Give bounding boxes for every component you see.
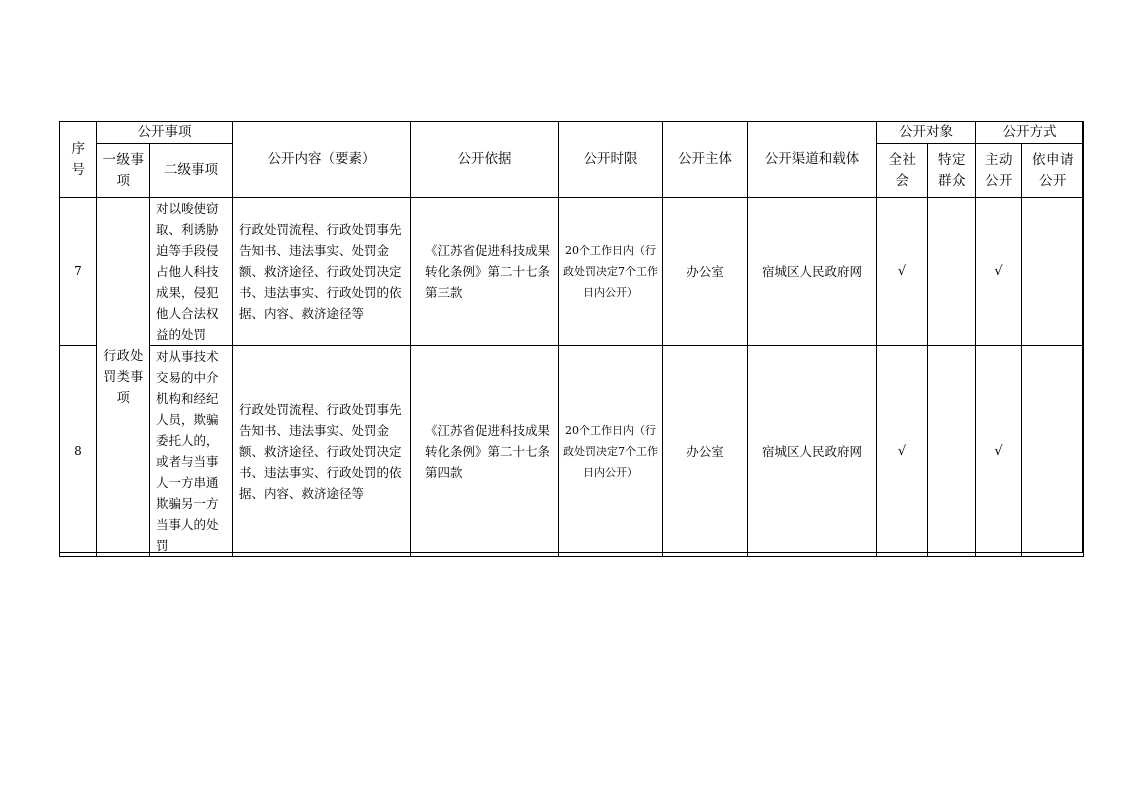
row-seq: 8 <box>60 346 97 557</box>
header-subject: 公开主体 <box>663 122 748 198</box>
table-row <box>60 198 1084 346</box>
table-row <box>60 346 1084 557</box>
header-target-all: 全社会 <box>877 144 928 198</box>
disclosure-table-container <box>59 121 1083 557</box>
row-method-apply <box>1022 346 1084 557</box>
row-method-active: √ <box>976 346 1022 557</box>
header-group-method: 公开方式 <box>976 122 1084 144</box>
row-method-active: √ <box>976 198 1022 346</box>
row-time-limit: 20个工作日内（行政处罚决定7个工作日内公开） <box>559 346 663 557</box>
row-target-all: √ <box>877 346 928 557</box>
row-method-apply <box>1022 198 1084 346</box>
header-level2: 二级事项 <box>150 144 233 198</box>
header-level1: 一级事项 <box>97 144 150 198</box>
row-content: 行政处罚流程、行政处罚事先告知书、违法事实、处罚金额、救济途径、行政处罚决定书、违法事实、行政处罚的依据、内容、救济途径等 <box>233 346 411 557</box>
header-method-active: 主动公开 <box>976 144 1022 198</box>
header-seq: 序号 <box>60 122 97 198</box>
row-item: 对从事技术交易的中介机构和经纪人员，欺骗委托人的，或者与当事人一方串通欺骗另一方当事人的处罚 <box>150 346 233 557</box>
header-target-specific: 特定群众 <box>928 144 976 198</box>
row-basis: 《江苏省促进科技成果转化条例》第二十七条第三款 <box>411 198 559 346</box>
row-target-all: √ <box>877 198 928 346</box>
header-time-limit: 公开时限 <box>559 122 663 198</box>
row-channel: 宿城区人民政府网 <box>748 198 877 346</box>
row-seq: 7 <box>60 198 97 346</box>
category-cell: 行政处罚类事项 <box>97 198 150 557</box>
header-channel: 公开渠道和载体 <box>748 122 877 198</box>
row-content: 行政处罚流程、行政处罚事先告知书、违法事实、处罚金额、救济途径、行政处罚决定书、违法事实、行政处罚的依据、内容、救济途径等 <box>233 198 411 346</box>
row-channel: 宿城区人民政府网 <box>748 346 877 557</box>
row-basis: 《江苏省促进科技成果转化条例》第二十七条第四款 <box>411 346 559 557</box>
row-subject: 办公室 <box>663 198 748 346</box>
row-item: 对以唆使窃取、利诱胁迫等手段侵占他人科技成果，侵犯他人合法权益的处罚 <box>150 198 233 346</box>
header-content: 公开内容（要素） <box>233 122 411 198</box>
row-subject: 办公室 <box>663 346 748 557</box>
header-basis: 公开依据 <box>411 122 559 198</box>
row-target-specific <box>928 346 976 557</box>
header-group-target: 公开对象 <box>877 122 976 144</box>
disclosure-table <box>59 121 1084 557</box>
header-group-item: 公开事项 <box>97 122 233 144</box>
row-time-limit: 20个工作日内（行政处罚决定7个工作日内公开） <box>559 198 663 346</box>
header-method-apply: 依申请公开 <box>1022 144 1084 198</box>
row-target-specific <box>928 198 976 346</box>
